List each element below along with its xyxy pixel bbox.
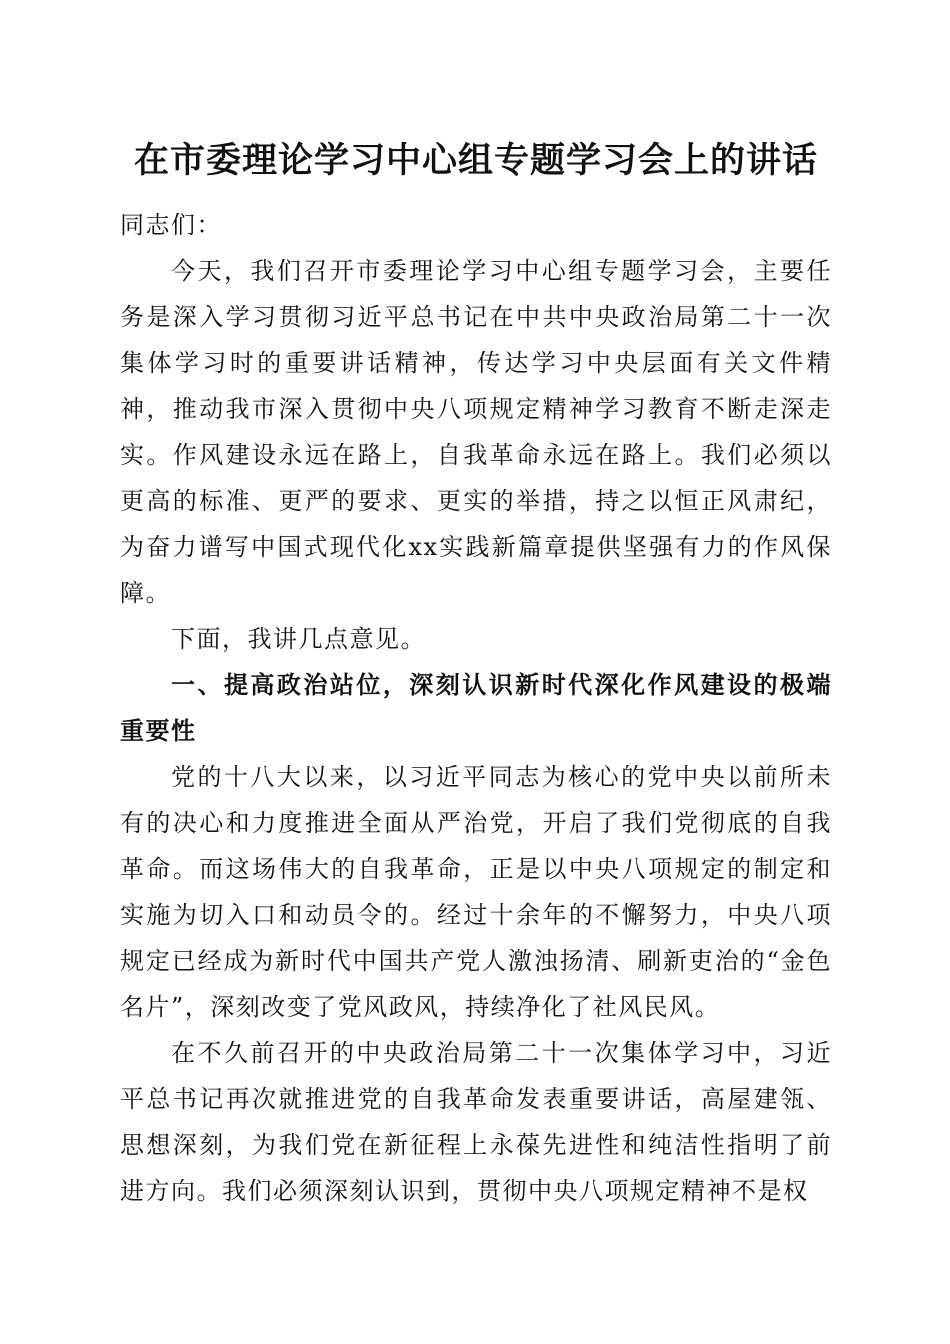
paragraph-opinions: 下面，我讲几点意见。 xyxy=(171,625,426,653)
salutation: 同志们： xyxy=(120,211,222,239)
paragraph-section-1: 党的十八大以来，以习近平同志为核心的党中央以前所未有的决心和力度推进全面从严治党，开启了我们党彻底的自我革命。而这场伟大的自我革命，正是以中央八项规定的制定和实施为切入口和动员令的。经过十余年的不懈努力，中央八项规定已经成为新时代中国共产党人激浊扬清、刷新吏治的“金色名片”，深刻改变了党风政风，持续净化了社风民风。 xyxy=(120,763,832,1021)
section-heading: 一、提高政治站位，深刻认识新时代深化作风建设的极端重要性 xyxy=(120,670,832,745)
paragraph-section-2: 在不久前召开的中央政治局第二十一次集体学习中，习近平总书记再次就推进党的自我革命发表重要讲话，高屋建瓴、思想深刻，为我们党在新征程上永葆先进性和纯洁性指明了前进方向。我们必须深刻认识到，贯彻中央八项规定精神不是权 xyxy=(120,1039,832,1205)
document-title: 在市委理论学习中心组专题学习会上的讲话 xyxy=(133,140,818,181)
document-body xyxy=(120,202,832,1214)
paragraph-intro: 今天，我们召开市委理论学习中心组专题学习会，主要任务是深入学习贯彻习近平总书记在中共中央政治局第二十一次集体学习时的重要讲话精神，传达学习中央层面有关文件精神，推动我市深入贯彻中央八项规定精神学习教育不断走深走实。作风建设永远在路上，自我革命永远在路上。我们必须以更高的标准、更严的要求、更实的举措，持之以恒正风肃纪，为奋力谱写中国式现代化xx实践新篇章提供坚强有力的作风保障。 xyxy=(120,257,832,607)
document-page xyxy=(120,0,832,1344)
